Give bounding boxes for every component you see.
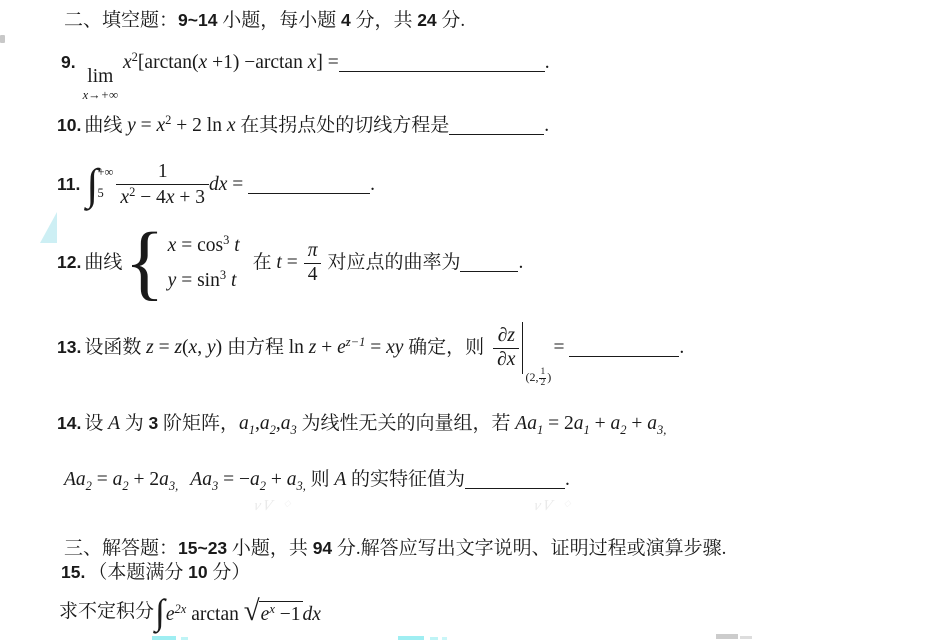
math-var: y [127,115,136,136]
scan-artifact-gray [716,634,738,639]
math-sub: 3, [168,479,179,493]
math-sub: 3 [290,423,297,437]
upper-bound: +∞ [97,165,114,180]
math-run: + [265,469,287,490]
denominator: 4 [304,263,322,286]
math-run: , [197,337,207,359]
question-range: 9~14 [178,10,218,30]
formula-chunk [253,251,298,275]
fraction [304,240,322,286]
watermark-diamond: ◇ [283,498,295,508]
math-sub: 1 [583,423,590,437]
math-var: e [260,603,270,625]
text-run: 为线性无关的向量组，若 [296,413,516,434]
question-number: 13. [57,337,82,358]
math-sup: 2x [174,601,187,616]
integral-glyph: ∫ [86,160,99,210]
fraction [116,161,209,209]
math-var: x [198,52,208,73]
math-var: x [120,186,130,208]
denominator: 2 [540,377,546,388]
scan-artifact-dot [0,35,5,43]
mini-fraction [539,368,546,388]
formula-chunk [57,251,122,275]
text-run: 确定，则 [403,337,485,359]
math-run: ] = [316,52,339,73]
radical-glyph: √ [243,594,260,627]
math-run: arctan [186,603,244,625]
math-var: x [156,115,166,136]
section-title: 二、填空题： [64,10,179,31]
math-var: a [286,469,297,490]
evaluation-bar [522,322,552,388]
watermark [252,498,294,515]
formula-chunk [123,52,550,73]
question-number: 15. [61,562,86,582]
denominator: ∂x [493,348,519,371]
question-number: 9. [61,52,76,72]
math-var: a [610,413,621,434]
math-run: = [365,337,387,359]
math-sub: 2 [620,423,627,437]
question-13 [57,312,685,388]
math-run: + [589,413,611,434]
math-sup: 2 [131,50,138,64]
text-run: (2, [525,369,539,384]
question-range: 15~23 [178,538,228,558]
math-run: = [135,115,157,136]
answer-blank [465,483,565,489]
text-run: ) [547,369,552,384]
math-var: a [112,469,123,490]
text-run: 为 [120,413,149,434]
integral-operator [86,160,114,210]
text-run: 对应点的曲率为 [327,251,461,273]
math-var: e [165,603,175,625]
period: . [518,251,524,273]
text-run: 的实特征值为 [346,469,466,490]
math-var: A [334,469,347,490]
answer-blank [449,129,544,135]
math-run: = [153,337,175,359]
question-number: 12. [57,252,82,273]
text-run: 小题，每小题 [217,10,341,31]
math-var: a [647,413,657,434]
math-run: ) [215,337,227,359]
math-var: a [573,413,584,434]
numerator: ∂z [497,325,515,347]
math-sup: 3 [223,232,230,247]
question-number: 11. [57,174,81,195]
math-var: a [280,413,291,434]
math-var: Aa [190,469,212,490]
question-14-line2 [64,468,570,495]
points-total: 94 [312,538,333,558]
points-value: 10 [188,562,208,582]
math-run: + [626,413,648,434]
math-run: = [91,469,113,490]
question-9 [61,50,550,101]
radicand [259,601,303,626]
math-var: a [239,413,249,434]
math-var: a [159,469,169,490]
text-run: 设函数 [84,337,147,359]
math-sup: 2 [129,184,136,199]
math-var: z [174,337,183,359]
section2-header [64,9,465,33]
limit-operator [83,67,118,101]
math-run: , [275,413,281,434]
case-row [168,233,240,258]
math-run: = − [218,469,250,490]
text-run: 曲线 [84,252,123,274]
math-sub: 2 [269,423,276,437]
answer-blank [248,188,370,194]
text-run: 则 [305,469,335,490]
watermark-text: vV [252,498,276,514]
text-run: 小题，共 [227,538,313,559]
question-14-line1 [57,412,666,439]
points-per: 4 [340,10,351,30]
math-var: dx [208,173,228,195]
math-var: t [226,270,237,291]
partial-derivative [493,325,519,371]
math-sup: x [269,601,275,616]
math-var: t [229,234,240,256]
math-var: t [276,251,282,273]
math-sub: 1 [248,423,256,437]
scan-artifact-cyan [152,636,176,640]
math-sub: 2 [259,479,266,493]
math-run: ln [288,337,309,359]
watermark-diamond: ◇ [563,498,575,508]
question-number: 14. [57,413,82,433]
formula-chunk [327,251,523,275]
evaluation-point [525,367,551,387]
math-run: + [316,337,338,359]
math-var: a [259,413,270,434]
scan-artifact-cyan [398,636,424,640]
math-run: = [227,173,249,195]
question-15-body [59,589,321,635]
math-var: dx [302,603,321,625]
period: . [544,52,550,73]
answer-blank [569,351,679,357]
numerator: π [307,240,318,262]
formula-chunk [165,594,321,627]
text-run: 分，共 [350,10,418,31]
formula-chunk [209,173,375,197]
numerator: 1 [157,161,168,183]
math-run: −1 [274,603,301,625]
text-run: 分. [436,10,466,31]
section-title: 三、解答题： [64,538,179,559]
period: . [370,173,375,195]
answer-blank [339,66,545,72]
text-run: 由方程 [226,337,289,359]
math-sub: 3, [296,479,306,493]
text-run: 求不定积分 [59,601,155,623]
question-number: 10. [57,115,82,135]
period: . [565,469,570,490]
case-row [168,268,240,293]
watermark-text: vV [532,498,556,514]
math-var: z [308,337,317,359]
math-run: = [281,251,298,273]
math-run: = 2 [543,413,574,434]
math-var: x [307,52,317,73]
question-10 [57,113,549,138]
math-run: = sin [176,270,220,291]
math-var: x [167,234,177,256]
section3-header [64,537,726,561]
math-var: x [123,52,132,73]
math-run: = [553,336,570,358]
math-var: e [337,337,346,359]
math-run: − 4 [135,186,166,208]
lim-subscript: x→+∞ [82,87,119,102]
points-total: 24 [417,10,437,30]
math-var: y [206,337,216,359]
text-run: 在 [252,251,277,273]
math-var: Aa [64,469,86,490]
math-sub: 1 [536,423,544,437]
math-sub: 3 [211,479,219,493]
math-sub: 3, [656,423,667,437]
math-var: z [146,337,154,359]
math-var: Aa [515,413,537,434]
math-run: +1) −arctan [207,52,308,73]
denominator [116,184,209,209]
answer-blank [460,266,518,272]
math-run: + 3 [174,186,205,208]
question-15-header [61,561,250,585]
math-var: A [108,413,121,434]
text-run: 曲线 [84,115,128,136]
numerator: 1 [540,367,546,377]
text-run: 阶矩阵， [158,413,240,434]
math-sup: 3 [219,268,227,282]
math-var: x [165,186,175,208]
integral-bounds [97,164,113,206]
math-sub: 2 [122,479,129,493]
text-run: 分） [207,562,251,583]
math-run: [arctan( [137,52,199,73]
integral-glyph: ∫ [155,591,165,632]
question-12 [57,216,524,310]
math-run: + 2 ln [171,115,227,136]
text-run: （本题满分 [88,562,189,583]
math-sup: 2 [165,113,172,127]
period: . [679,336,685,358]
parametric-equations [168,233,240,294]
math-var: a [249,469,260,490]
math-sup: z−1 [345,335,366,350]
lower-bound: 5 [97,186,104,201]
watermark [532,498,574,515]
math-sub: 2 [85,479,92,493]
cases-brace: { [124,216,165,310]
scan-artifact-gray [740,636,752,639]
math-var: x [226,115,236,136]
formula-chunk [553,336,684,360]
text-run: 分.解答应写出文字说明、证明过程或演算步骤. [332,538,727,559]
text-run: 在其拐点处的切线方程是 [235,115,450,136]
math-run: , [255,413,260,434]
text-run: 设 [84,413,109,434]
scan-artifact-triangle [40,212,57,243]
math-var: xy [386,337,404,359]
math-run: ( [182,337,189,359]
lim-label: lim [87,66,114,87]
matrix-order: 3 [148,413,159,433]
formula-chunk [57,335,484,360]
question-11 [57,153,375,217]
math-run: = cos [176,234,224,256]
math-run: + 2 [128,469,160,490]
period: . [544,115,550,136]
math-var: y [167,270,177,291]
math-var: x [188,337,198,359]
